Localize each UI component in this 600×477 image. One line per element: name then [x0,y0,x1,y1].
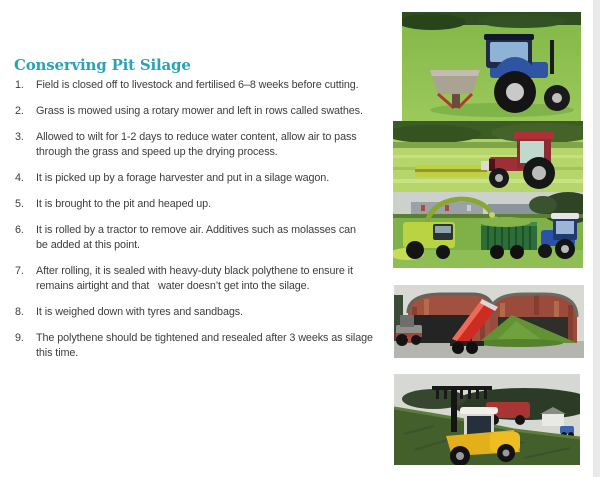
photo-forage-harvester-and-wagon [393,192,583,268]
list-item-number: 4. [15,172,24,184]
list-item [15,104,400,119]
scrollbar[interactable] [593,0,600,477]
photo-trailer-tipping-silage [394,285,584,358]
list-item-number: 1. [15,79,24,91]
list-item-text: After rolling, it is sealed with heavy-duty black polythene to ensure it remains airtight and that water doesn’t get into the silage. [36,265,353,292]
list-item-text: It is brought to the pit and heaped up. [36,198,211,210]
list-item [15,331,400,361]
list-item-text: It is rolled by a tractor to remove air. Additives such as molasses can be added at this point. [36,224,356,251]
list-item-text: It is picked up by a forage harvester and put in a silage wagon. [36,172,330,184]
list-item [15,223,400,253]
list-item [15,171,400,186]
list-item-text: Grass is mowed using a rotary mower and left in rows called swathes. [36,105,363,117]
list-item-number: 3. [15,131,24,143]
list-item [15,130,400,160]
photo-loader-on-silage-heap [394,374,580,465]
list-item-number: 8. [15,306,24,318]
list-item [15,264,400,294]
list-item-number: 6. [15,224,24,236]
list-item [15,78,400,93]
list-item-text: Field is closed off to livestock and fertilised 6–8 weeks before cutting. [36,79,359,91]
list-item-text: It is weighed down with tyres and sandbags. [36,306,243,318]
list-item [15,197,400,212]
list-item-text: The polythene should be tightened and resealed after 3 weeks as silage this time. [36,332,373,359]
photo-tractor-spreading-fertiliser [402,12,581,121]
list-item-text: Allowed to wilt for 1-2 days to reduce water content, allow air to pass through the grass and speed up the drying process. [36,131,357,158]
list-item-number: 5. [15,198,24,210]
list-item [15,305,400,320]
list-item-number: 2. [15,105,24,117]
photo-red-tractor-mowing [393,121,583,192]
list-item-number: 7. [15,265,24,277]
numbered-steps-list [15,78,400,372]
list-item-number: 9. [15,332,24,344]
page-title: Conserving Pit Silage [14,56,191,74]
